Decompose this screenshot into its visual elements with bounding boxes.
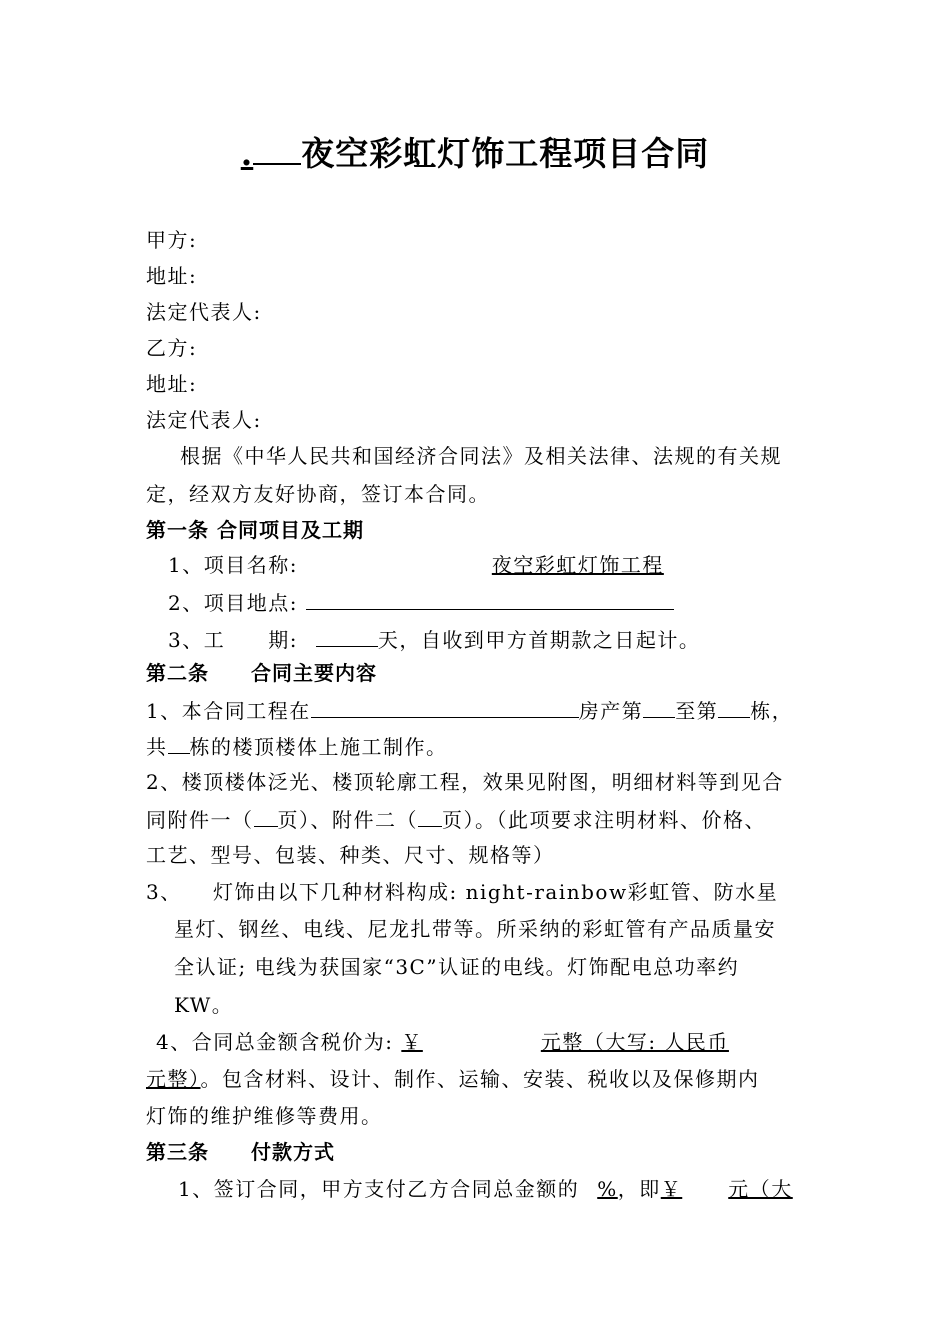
attachment-1-pages-blank bbox=[254, 806, 278, 827]
payment-item-1-line-1: 1、签订合同，甲方支付乙方合同总金额的 %，即￥ 元（大 bbox=[178, 1177, 793, 1201]
project-location-row bbox=[168, 589, 674, 615]
party-b-representative: 法定代表人: bbox=[146, 408, 262, 432]
duration-text: 天，自收到甲方首期款之日起计。 bbox=[377, 628, 701, 652]
article-2-heading: 第二条 合同主要内容 bbox=[146, 661, 377, 685]
intro-line-1: 根据《中华人民共和国经济合同法》及相关法律、法规的有关规 bbox=[180, 444, 782, 468]
project-location-label: 2、项目地点: bbox=[168, 591, 298, 615]
contract-amount-line-3: 灯饰的维护维修等费用。 bbox=[146, 1104, 383, 1128]
party-b-label: 乙方: bbox=[146, 336, 198, 360]
document-title bbox=[0, 128, 950, 175]
building-count-blank bbox=[168, 733, 190, 754]
content-item-2-line-3: 工艺、型号、包装、种类、尺寸、规格等） bbox=[146, 843, 555, 867]
party-a-label: 甲方: bbox=[146, 228, 198, 252]
content-item-1-line-1: 1、本合同工程在 房产第 至第 栋， bbox=[146, 699, 794, 723]
property-name-blank bbox=[311, 697, 579, 718]
title-text: 夜空彩虹灯饰工程项目合同 bbox=[301, 134, 710, 173]
attachment-2-pages-blank bbox=[418, 806, 442, 827]
project-name-label: 1、项目名称: bbox=[168, 553, 298, 577]
title-prefix: . bbox=[240, 134, 254, 173]
building-to-blank bbox=[718, 697, 750, 718]
content-item-3-line-1: 灯饰由以下几种材料构成: night-rainbow彩虹管、防水星 bbox=[213, 880, 779, 904]
content-item-3-number: 3、 bbox=[146, 880, 182, 904]
content-item-2-line-1: 2、楼顶楼体泛光、楼顶轮廓工程，效果见附图，明细材料等到见合 bbox=[146, 770, 784, 794]
project-location-blank bbox=[306, 589, 674, 610]
project-duration-label: 3、工 期: bbox=[168, 628, 298, 652]
duration-days-blank bbox=[316, 626, 378, 647]
article-1-heading: 第一条 合同项目及工期 bbox=[146, 518, 364, 542]
payment-percent: % bbox=[597, 1177, 618, 1201]
content-item-3-line-2: 星灯、钢丝、电线、尼龙扎带等。所采纳的彩虹管有产品质量安 bbox=[174, 917, 776, 941]
content-item-1-line-2: 共 栋的楼顶楼体上施工制作。 bbox=[146, 735, 448, 759]
article-3-heading: 第三条 付款方式 bbox=[146, 1140, 335, 1164]
party-b-address: 地址: bbox=[146, 372, 198, 396]
contract-amount-value: ￥ 元整（大写: 人民币 bbox=[401, 1030, 729, 1054]
title-blank bbox=[253, 135, 301, 165]
contract-amount-line-2: 元整）。包含材料、设计、制作、运输、安装、税收以及保修期内 bbox=[146, 1067, 760, 1091]
project-name-row bbox=[168, 553, 664, 577]
content-item-2-line-2: 同附件一（ 页）、附件二（ 页）。（此项要求注明材料、价格、 bbox=[146, 808, 766, 832]
intro-line-2: 定，经双方友好协商，签订本合同。 bbox=[146, 482, 490, 506]
contract-amount-line-1: 4、合同总金额含税价为: ￥ 元整（大写: 人民币 bbox=[156, 1030, 729, 1054]
project-name-value: 夜空彩虹灯饰工程 bbox=[491, 553, 664, 577]
content-item-3-line-4: KW。 bbox=[174, 993, 234, 1017]
party-a-address: 地址: bbox=[146, 264, 198, 288]
building-from-blank bbox=[643, 697, 675, 718]
payment-amount: ￥ 元（大 bbox=[660, 1177, 793, 1201]
content-item-3-line-3: 全认证; 电线为获国家“3C”认证的电线。灯饰配电总功率约 bbox=[174, 955, 740, 979]
party-a-representative: 法定代表人: bbox=[146, 300, 262, 324]
project-duration-row bbox=[168, 626, 700, 652]
